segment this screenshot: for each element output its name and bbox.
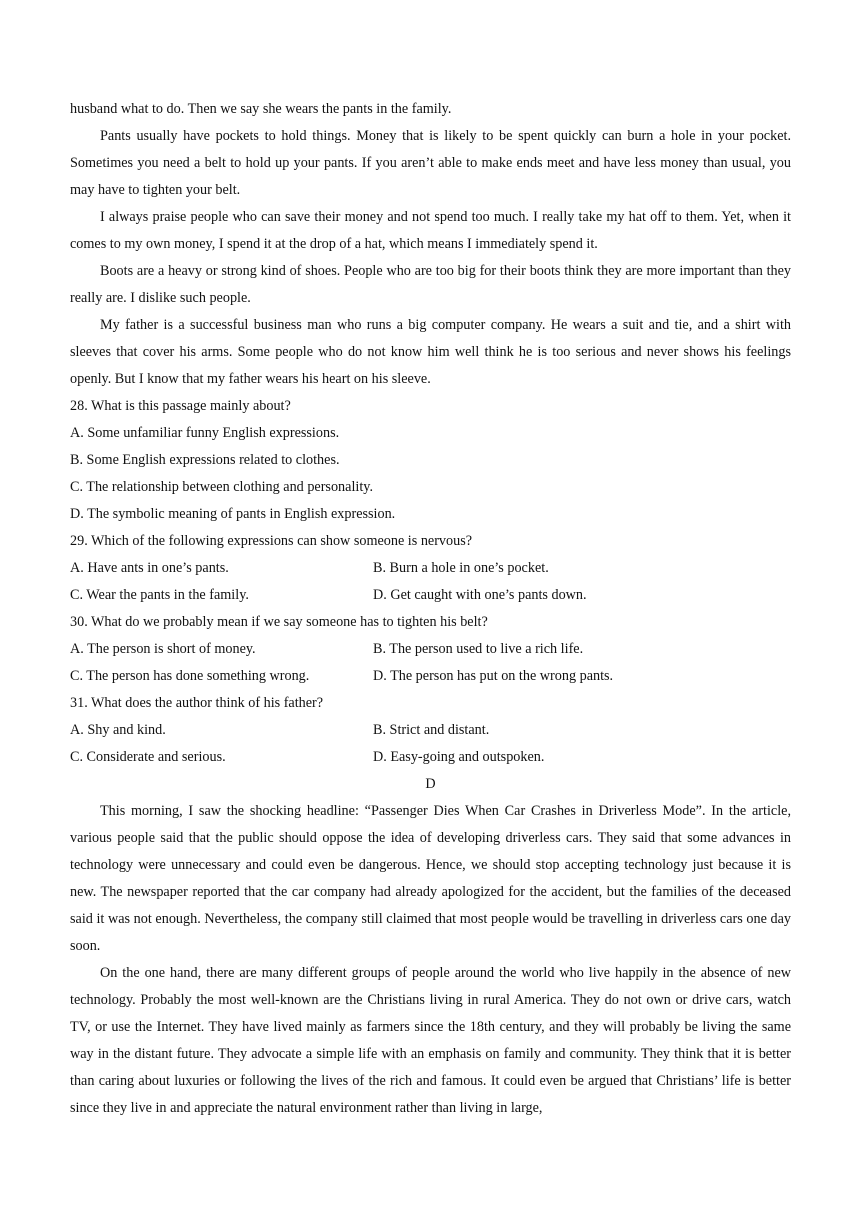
passage-c-paragraph: I always praise people who can save their money and not spend too much. I really take my hat off to them. Yet, when it comes to my own money, I spend it at the drop of a hat, which means I immediately spend it. [70, 209, 791, 252]
passage-c-paragraph: husband what to do. Then we say she wears the pants in the family. [70, 101, 452, 117]
question-stem: 29. Which of the following expressions can show someone is nervous? [70, 533, 473, 549]
option-row [70, 744, 791, 771]
option-c: C. Wear the pants in the family. [70, 587, 249, 603]
option-b: B. Some English expressions related to clothes. [70, 452, 340, 468]
option-row [70, 717, 791, 744]
passage-d-paragraph: On the one hand, there are many different groups of people around the world who live happily in the absence of new technology. Probably the most well-known are the Christians living in rural America. They do not own or drive cars, watch TV, or use the Internet. They have lived mainly as farmers since the 18th century, and they will probably be living the same way in the distant future. They advocate a simple life with an emphasis on family and community. They think that it is better than caring about luxuries or following the lives of the rich and famous. It could even be argued that Christians’ life is better since they live in and appreciate the natural environment rather than living in large, [70, 965, 791, 1116]
question-30 [70, 609, 791, 690]
question-stem: 28. What is this passage mainly about? [70, 398, 291, 414]
option-b: B. Strict and distant. [373, 722, 490, 738]
option-a: A. The person is short of money. [70, 641, 256, 657]
option-c: C. The relationship between clothing and personality. [70, 479, 373, 495]
option-row [70, 582, 791, 609]
option-d: D. Get caught with one’s pants down. [373, 587, 587, 603]
option-d: D. The symbolic meaning of pants in English expression. [70, 506, 396, 522]
option-b: B. Burn a hole in one’s pocket. [373, 560, 549, 576]
option-row [70, 636, 791, 663]
question-29 [70, 528, 791, 609]
question-stem: 31. What does the author think of his father? [70, 695, 324, 711]
option-row [70, 663, 791, 690]
exam-page [70, 96, 791, 1122]
option-row [70, 555, 791, 582]
question-stem: 30. What do we probably mean if we say someone has to tighten his belt? [70, 614, 488, 630]
passage-c-paragraph: My father is a successful business man who runs a big computer company. He wears a suit and tie, and a shirt with sleeves that cover his arms. Some people who do not know him well think he is too serious and never shows his feelings openly. But I know that my father wears his heart on his sleeve. [70, 317, 791, 387]
passage-d-paragraph: This morning, I saw the shocking headline: “Passenger Dies When Car Crashes in Driverless Mode”. In the article, various people said that the public should oppose the idea of developing driverless cars. They said that some advances in technology were unnecessary and could even be dangerous. Hence, we should stop accepting technology just because it is new. The newspaper reported that the car company had already apologized for the accident, but the families of the deceased said it was not enough. Nevertheless, the company still claimed that most people would be travelling in driverless cars one day soon. [70, 803, 791, 954]
question-31 [70, 690, 791, 771]
option-b: B. The person used to live a rich life. [373, 641, 584, 657]
option-c: C. The person has done something wrong. [70, 668, 310, 684]
option-d: D. The person has put on the wrong pants. [373, 668, 614, 684]
option-c: C. Considerate and serious. [70, 749, 226, 765]
passage-c-paragraph: Boots are a heavy or strong kind of shoes. People who are too big for their boots think they are more important than they really are. I dislike such people. [70, 263, 791, 306]
option-a: A. Shy and kind. [70, 722, 166, 738]
passage-c-paragraph: Pants usually have pockets to hold things. Money that is likely to be spent quickly can burn a hole in your pocket. Sometimes you need a belt to hold up your pants. If you aren’t able to make ends meet and have less money than usual, you may have to tighten your belt. [70, 128, 791, 198]
option-d: D. Easy-going and outspoken. [373, 749, 545, 765]
option-a: A. Some unfamiliar funny English expressions. [70, 425, 340, 441]
section-d-title: D [425, 776, 436, 792]
option-a: A. Have ants in one’s pants. [70, 560, 229, 576]
question-28 [70, 393, 791, 528]
